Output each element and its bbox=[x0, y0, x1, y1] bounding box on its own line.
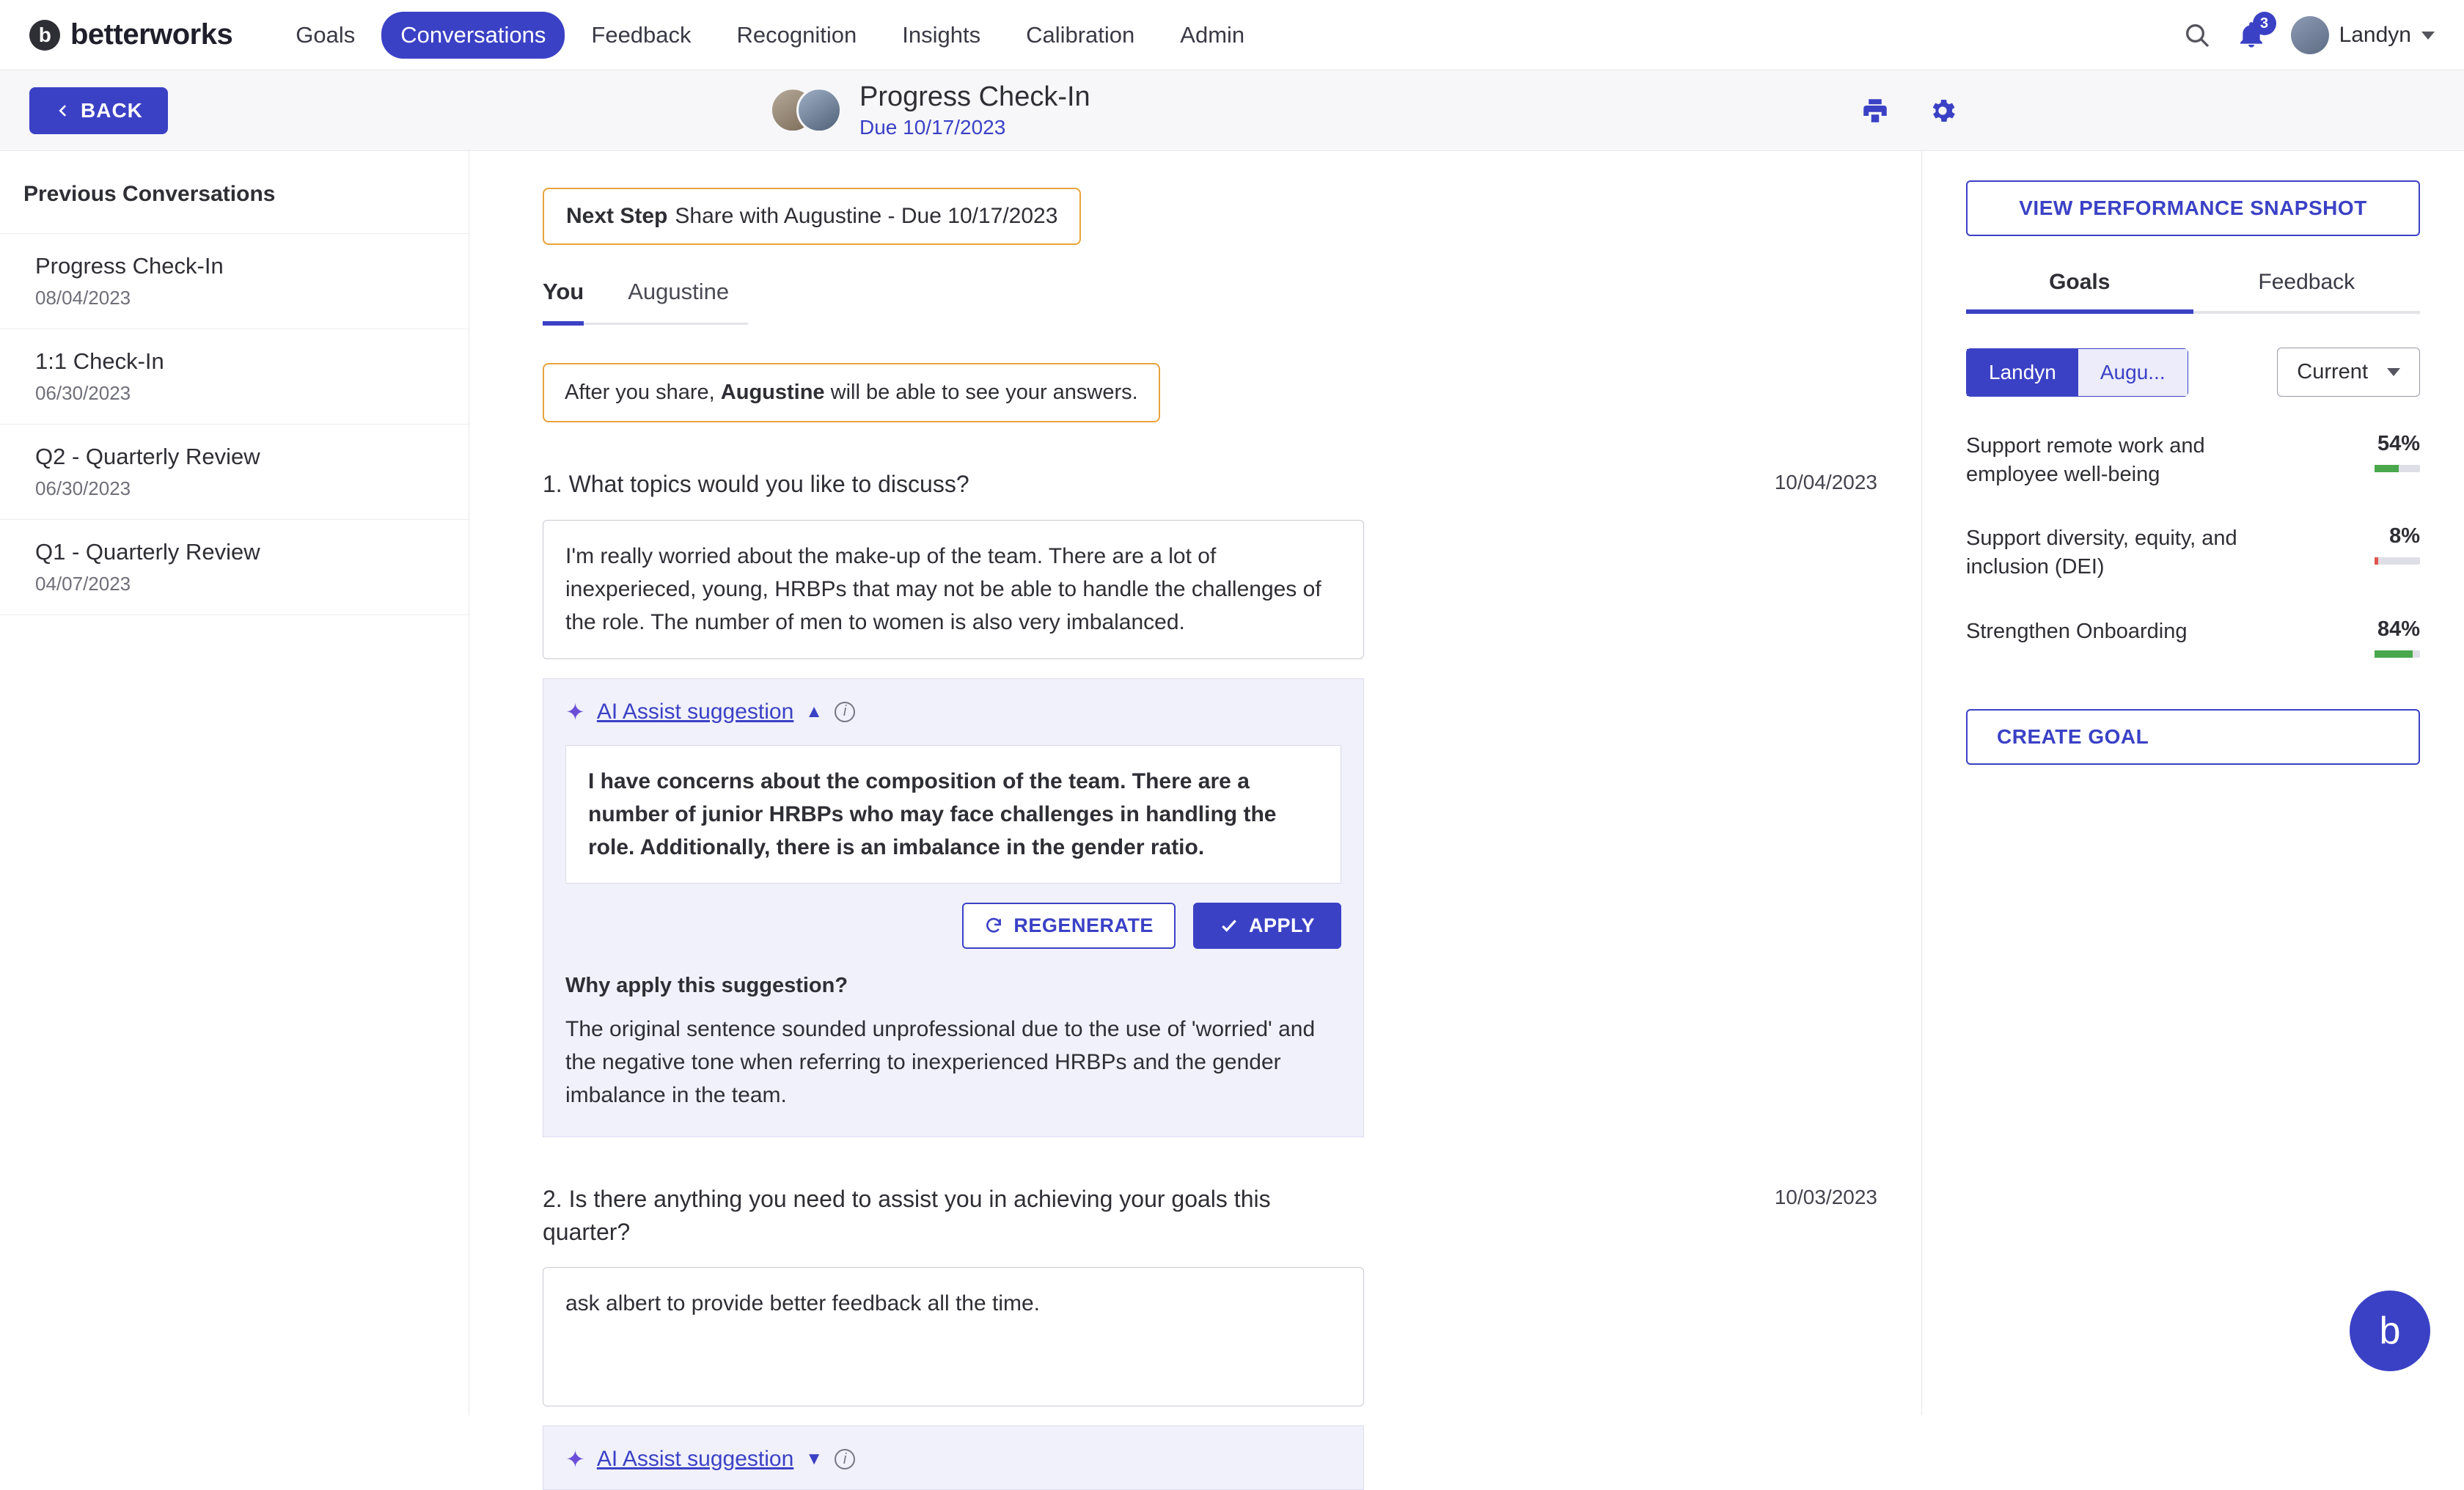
question-row bbox=[543, 468, 1877, 501]
view-performance-snapshot-button[interactable]: VIEW PERFORMANCE SNAPSHOT bbox=[1966, 180, 2420, 236]
page-title: Progress Check-In bbox=[859, 81, 1090, 112]
list-item[interactable] bbox=[0, 233, 469, 329]
ai-assist-header bbox=[565, 1445, 1341, 1473]
subheader-actions bbox=[1860, 95, 1958, 126]
question-text: 2. Is there anything you need to assist you in achieving your goals this quarter? bbox=[543, 1185, 1271, 1245]
nav-item-conversations[interactable]: Conversations bbox=[381, 12, 565, 59]
print-icon[interactable] bbox=[1860, 95, 1891, 126]
nav-item-insights[interactable]: Insights bbox=[902, 21, 981, 48]
notification-count-badge: 3 bbox=[2253, 12, 2276, 35]
share-notice-prefix: After you share, bbox=[565, 381, 721, 404]
nav-item-admin[interactable]: Admin bbox=[1180, 21, 1245, 48]
ai-assist-panel bbox=[543, 678, 1364, 1137]
person-toggle-landyn[interactable]: Landyn bbox=[1967, 349, 2078, 396]
conversation-title-block bbox=[770, 81, 1090, 140]
goal-percent: 84% bbox=[2377, 617, 2420, 641]
period-select[interactable] bbox=[2277, 348, 2420, 397]
check-icon bbox=[1220, 916, 1239, 935]
chevron-down-icon[interactable]: ▼ bbox=[805, 1449, 824, 1469]
goal-name: Support remote work and employee well-being bbox=[1966, 434, 2205, 487]
ai-assist-header bbox=[565, 698, 1341, 726]
sidebar-heading: Previous Conversations bbox=[23, 182, 276, 206]
share-notice bbox=[543, 363, 1160, 422]
user-menu[interactable] bbox=[2291, 16, 2435, 54]
conversation-date: 08/04/2023 bbox=[35, 287, 131, 309]
conversation-name: Q2 - Quarterly Review bbox=[35, 444, 260, 469]
assistant-fab-button[interactable]: b bbox=[2350, 1291, 2430, 1371]
back-button-label: BACK bbox=[81, 98, 143, 122]
conversation-name: 1:1 Check-In bbox=[35, 348, 164, 374]
share-notice-suffix: will be able to see your answers. bbox=[824, 381, 1138, 404]
answer-tabs bbox=[543, 279, 748, 325]
apply-button[interactable] bbox=[1193, 903, 1341, 949]
regenerate-button-label: REGENERATE bbox=[1013, 914, 1154, 936]
list-item[interactable] bbox=[0, 425, 469, 520]
avatar-participant-2 bbox=[796, 88, 842, 133]
share-notice-name: Augustine bbox=[720, 381, 825, 404]
next-step-banner bbox=[543, 188, 1081, 245]
ai-assist-panel bbox=[543, 1425, 1364, 1490]
notifications-bell-icon[interactable] bbox=[2237, 15, 2269, 50]
info-icon[interactable]: i bbox=[835, 1449, 855, 1469]
conversation-date: 06/30/2023 bbox=[35, 382, 131, 404]
goal-item[interactable] bbox=[1966, 524, 2420, 581]
goal-percent: 54% bbox=[2377, 432, 2420, 455]
performance-side-panel bbox=[1921, 151, 2464, 1415]
nav-item-feedback[interactable]: Feedback bbox=[591, 21, 692, 48]
ai-assist-suggestion-link[interactable]: AI Assist suggestion bbox=[596, 1447, 794, 1472]
nav-item-goals[interactable]: Goals bbox=[296, 21, 356, 48]
user-name-label: Landyn bbox=[2339, 23, 2411, 47]
question-text: 1. What topics would you like to discuss? bbox=[543, 471, 969, 497]
create-goal-button[interactable]: CREATE GOAL bbox=[1966, 709, 2420, 765]
tab-you[interactable]: You bbox=[543, 279, 584, 326]
ai-action-buttons bbox=[565, 903, 1341, 949]
gear-icon[interactable] bbox=[1927, 95, 1958, 126]
primary-nav-items bbox=[276, 12, 1264, 59]
question-date: 10/03/2023 bbox=[1774, 1185, 1877, 1208]
nav-right-cluster bbox=[2182, 0, 2435, 70]
period-select-value: Current bbox=[2297, 360, 2368, 383]
side-panel-tabs bbox=[1966, 270, 2420, 314]
top-navigation-bar bbox=[0, 0, 2464, 70]
brand-name: betterworks bbox=[70, 18, 233, 51]
refresh-icon bbox=[984, 916, 1003, 935]
conversation-due-date: Due 10/17/2023 bbox=[859, 116, 1006, 139]
apply-button-label: APPLY bbox=[1248, 914, 1315, 936]
goal-progress-bar bbox=[2375, 465, 2420, 472]
sparkle-icon: ✦ bbox=[565, 1446, 585, 1473]
conversation-name: Progress Check-In bbox=[35, 253, 224, 279]
avatar bbox=[2291, 16, 2329, 54]
chevron-up-icon[interactable]: ▲ bbox=[805, 701, 824, 722]
why-apply-title: Why apply this suggestion? bbox=[565, 973, 848, 997]
conversation-content bbox=[469, 151, 1921, 1473]
person-toggle bbox=[1966, 348, 2188, 397]
why-apply-body: The original sentence sounded unprofessional due to the use of 'worried' and the negative tone when referring to inexperienced HRBPs and the gender imbalance in the team. bbox=[565, 1016, 1316, 1107]
participants-avatars bbox=[770, 88, 843, 133]
list-item[interactable] bbox=[0, 329, 469, 425]
goal-progress-bar bbox=[2375, 557, 2420, 565]
search-icon[interactable] bbox=[2182, 21, 2212, 50]
conversation-date: 04/07/2023 bbox=[35, 573, 131, 595]
answer-input[interactable]: ask albert to provide better feedback all the time. bbox=[543, 1267, 1364, 1406]
chevron-down-icon bbox=[2421, 32, 2435, 40]
sparkle-icon: ✦ bbox=[565, 698, 585, 725]
regenerate-button[interactable] bbox=[962, 903, 1176, 949]
nav-item-recognition[interactable]: Recognition bbox=[736, 21, 857, 48]
tab-goals[interactable]: Goals bbox=[1966, 270, 2193, 314]
goal-item[interactable] bbox=[1966, 432, 2420, 489]
goal-filters bbox=[1966, 348, 2420, 397]
goal-percent: 8% bbox=[2389, 524, 2420, 548]
conversation-name: Q1 - Quarterly Review bbox=[35, 539, 260, 565]
goal-item[interactable] bbox=[1966, 617, 2420, 658]
goal-name: Strengthen Onboarding bbox=[1966, 619, 2188, 643]
brand-logo[interactable] bbox=[29, 18, 232, 51]
back-button[interactable] bbox=[29, 87, 168, 134]
info-icon[interactable]: i bbox=[835, 702, 855, 722]
tab-feedback[interactable]: Feedback bbox=[2193, 270, 2421, 314]
tab-augustine[interactable]: Augustine bbox=[628, 279, 730, 304]
next-step-text: Share with Augustine - Due 10/17/2023 bbox=[675, 204, 1058, 228]
answer-input[interactable]: I'm really worried about the make-up of the team. There are a lot of inexperieced, young, HRBPs that may not be able to handle the challenges of the role. The number of men to women is also very imbalanced. bbox=[543, 520, 1364, 659]
conversation-date: 06/30/2023 bbox=[35, 477, 131, 499]
goal-progress-bar bbox=[2375, 650, 2420, 658]
next-step-label: Next Step bbox=[566, 204, 668, 228]
ai-suggestion-text: I have concerns about the composition of the team. There are a number of junior HRBPs who may face challenges in handling the role. Additionally, there is an imbalance in the gender ratio. bbox=[565, 745, 1341, 884]
person-toggle-augustine[interactable]: Augu... bbox=[2078, 349, 2188, 396]
ai-assist-suggestion-link[interactable]: AI Assist suggestion bbox=[596, 699, 794, 724]
main-layout bbox=[0, 151, 2464, 1473]
conversation-subheader bbox=[0, 70, 2464, 151]
nav-item-calibration[interactable]: Calibration bbox=[1026, 21, 1135, 48]
question-date: 10/04/2023 bbox=[1774, 471, 1877, 493]
goal-name: Support diversity, equity, and inclusion (DEI) bbox=[1966, 526, 2237, 579]
chevron-left-icon bbox=[54, 103, 70, 119]
previous-conversations-sidebar bbox=[0, 151, 469, 1415]
list-item[interactable] bbox=[0, 520, 469, 615]
question-row bbox=[543, 1183, 1877, 1249]
brand-mark-icon: b bbox=[29, 20, 60, 51]
chevron-down-icon bbox=[2387, 368, 2400, 376]
